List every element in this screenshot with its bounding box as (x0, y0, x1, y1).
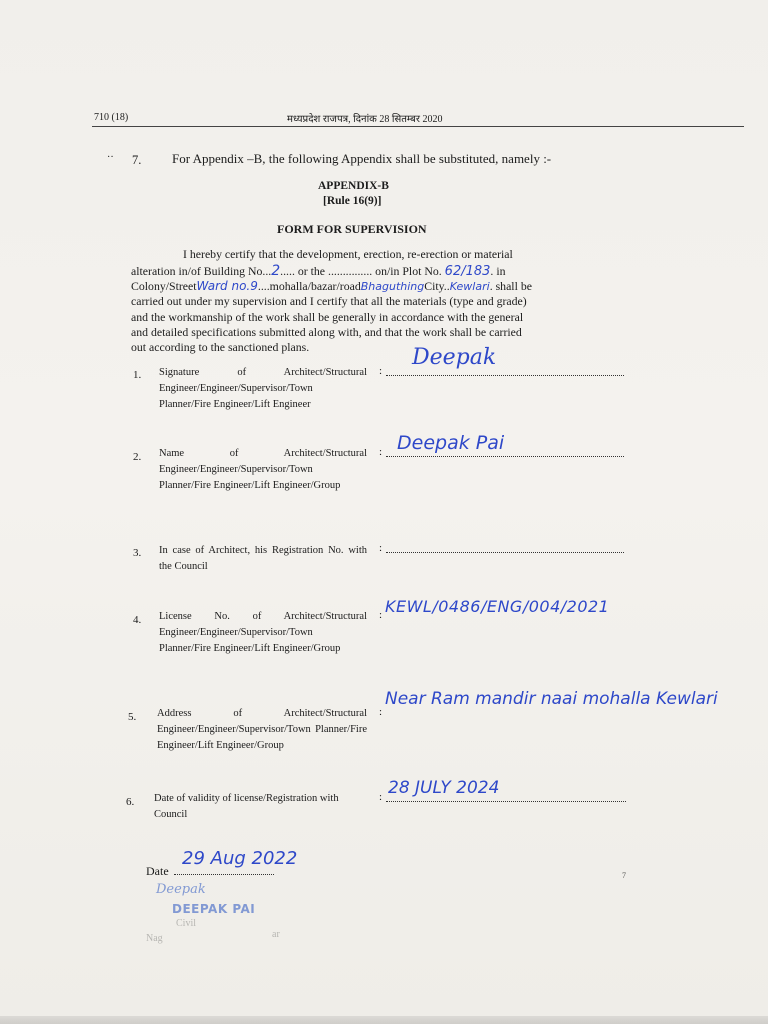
item-number: 2. (133, 451, 142, 463)
item-colon: : (379, 706, 383, 718)
item-fill-line (386, 375, 624, 376)
appendix-title: APPENDIX-B (318, 180, 389, 192)
item-label: Date of validity of license/Registration with Council (154, 793, 339, 820)
stamp-name: DEEPAK PAI (172, 902, 256, 916)
certificate-line-1: I hereby certify that the development, erection, re-erection or material (183, 247, 513, 261)
item-colon: : (379, 542, 383, 554)
item-label: Name of Architect/Structural Engineer/Engineer/Supervisor/Town Planner/Fire Engineer/Lift Engineer/Group (159, 448, 367, 491)
license-value: KEWL/0486/ENG/004/2021 (385, 597, 610, 616)
validity-value: 28 JULY 2024 (388, 778, 500, 798)
city-value: Kewlari (449, 280, 490, 293)
item-fill-line (386, 552, 624, 553)
date-fill-line (174, 874, 274, 875)
item-label: License No. of Architect/Structural Engineer/Engineer/Supervisor/Town Planner/Fire Engineer/Lift Engineer/Group (159, 611, 367, 654)
item-label: Signature of Architect/Structural Engineer/Engineer/Supervisor/Town Planner/Fire Engineer/Lift Engineer (159, 367, 367, 410)
certificate-line-6: and detailed specifications submitted along with, and that the work shall be carried (131, 325, 522, 339)
margin-mark: ·· (107, 152, 114, 163)
certificate-line-5: and the workmanship of the work shall be generally in accordance with the general (131, 310, 524, 324)
gazette-header: मध्यप्रदेश राजपत्र, दिनांक 28 सितम्बर 2020 (287, 114, 443, 125)
appendix-rule: [Rule 16(9)] (323, 195, 382, 207)
building-number-value: 2 (271, 263, 281, 279)
address-value: Near Ram mandir naai mohalla Kewlari (385, 689, 718, 709)
item-colon: : (379, 365, 383, 377)
road-value: Bhaguthing (360, 280, 425, 293)
item-label: In case of Architect, his Registration No. with the Council (159, 545, 367, 572)
item-fill-line (386, 456, 624, 457)
item-number: 6. (126, 796, 135, 808)
certificate-line-3: Colony/StreetWard no.9....mohalla/bazar/roadBhaguthingCity..Kewlari. shall be (131, 279, 532, 293)
section-number: 7. (132, 153, 142, 167)
item-number: 1. (133, 369, 142, 381)
date-value: 29 Aug 2022 (182, 848, 298, 869)
item-fill-line (386, 801, 626, 802)
item-colon: : (379, 446, 383, 458)
stamp-signature: Deepak (156, 882, 206, 897)
item-number: 3. (133, 547, 142, 559)
signature-value: Deepak (412, 345, 497, 370)
header-rule (92, 126, 744, 127)
certificate-line-4: carried out under my supervision and I certify that all the materials (type and grade) (131, 294, 527, 308)
item-number: 4. (133, 614, 142, 626)
page-bottom-edge (0, 1016, 768, 1024)
date-label: Date (146, 864, 169, 878)
stamp-line-3b: ar (272, 929, 280, 940)
margin-mark-right: 7 (622, 871, 626, 880)
stamp-line-3a: Nag (146, 933, 163, 944)
certificate-line-7: out according to the sanctioned plans. (131, 340, 310, 354)
colony-value: Ward no.9 (196, 279, 258, 293)
section-intro-text: For Appendix –B, the following Appendix shall be substituted, namely :- (172, 151, 552, 166)
page-reference: 710 (18) (94, 112, 129, 123)
stamp-line-2: Civil (176, 918, 197, 929)
item-label: Address of Architect/Structural Engineer/Engineer/Supervisor/Town Planner/Fire Engineer/Lift Engineer/Group (157, 708, 367, 751)
plot-number-value: 62/183 (444, 264, 491, 279)
certificate-line-2: alteration in/of Building No...2..... or the ............... on/in Plot No. 62/183. in (131, 263, 506, 279)
item-number: 5. (128, 711, 137, 723)
name-value: Deepak Pai (397, 432, 505, 454)
item-colon: : (379, 609, 383, 621)
form-title: FORM FOR SUPERVISION (277, 222, 427, 236)
item-colon: : (379, 791, 383, 803)
